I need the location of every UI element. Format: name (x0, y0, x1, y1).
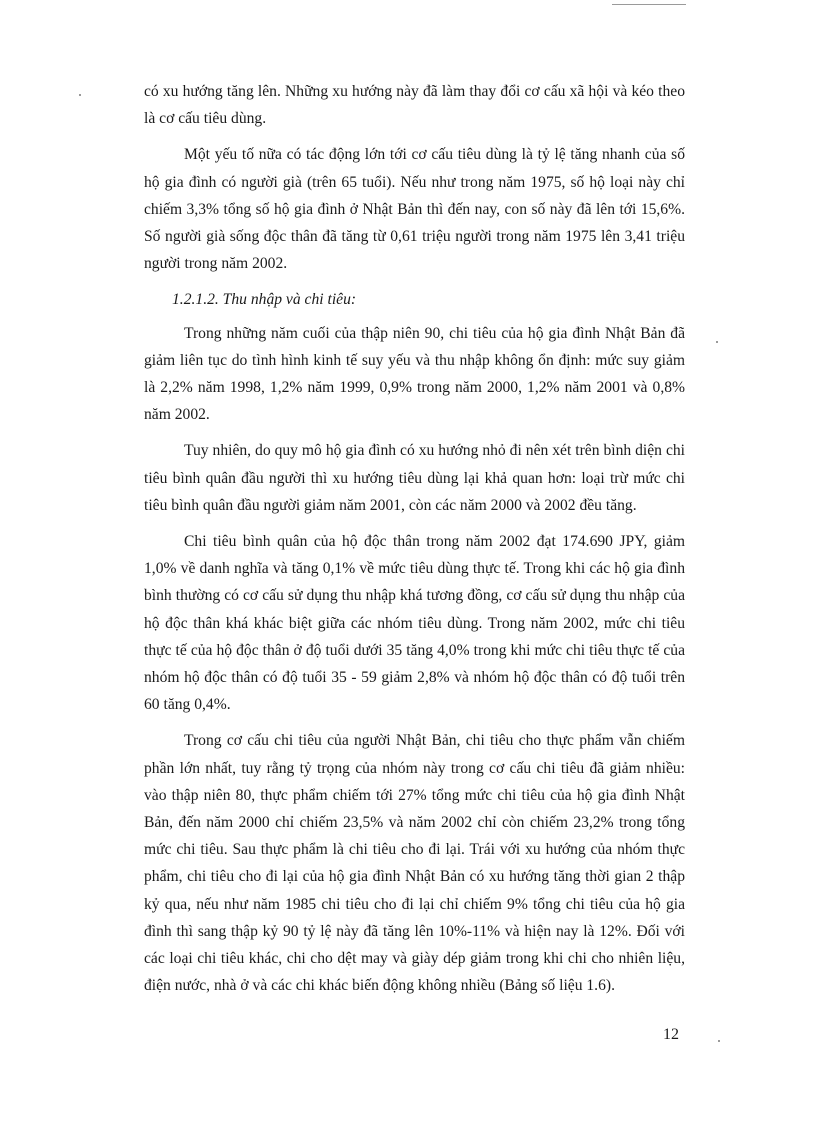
paragraph-continuation: có xu hướng tăng lên. Những xu hướng này đã làm thay đổi cơ cấu xã hội và kéo theo là cơ cấu tiêu dùng. (144, 83, 685, 128)
paragraph-per-capita-spending: Tuy nhiên, do quy mô hộ gia đình có xu hướng nhỏ đi nên xét trên bình diện chi tiêu bình quân đầu người thì xu hướng tiêu dùng lại khả quan hơn: loại trừ mức chi tiêu bình quân đầu người giảm năm 2001, còn các năm 2000 và 2002 đều tăng. (144, 442, 685, 514)
scan-mark-top (612, 4, 686, 5)
scan-mark-left (79, 94, 81, 96)
section-subheading: 1.2.1.2. Thu nhập và chi tiêu: (172, 291, 357, 309)
paragraph-single-households: Chi tiêu bình quân của hộ độc thân trong năm 2002 đạt 174.690 JPY, giảm 1,0% về danh nghĩa và tăng 0,1% về mức tiêu dùng thực tế. Trong khi các hộ gia đình bình thường có cơ cấu sử dụng thu nhập khá tương đồng, cơ cấu sử dụng thu nhập của hộ độc thân khá khác biệt giữa các nhóm tiêu dùng. Trong năm 2002, mức chi tiêu thực tế của hộ độc thân ở độ tuổi dưới 35 tăng 4,0% trong khi mức chi tiêu thực tế của nhóm hộ độc thân có độ tuổi 35 - 59 giảm 2,8% và nhóm hộ độc thân có độ tuổi trên 60 tăng 0,4%. (144, 533, 685, 714)
document-body (144, 78, 685, 1009)
paragraph-elderly-households: Một yếu tố nữa có tác động lớn tới cơ cấu tiêu dùng là tỷ lệ tăng nhanh của số hộ gia đình có người già (trên 65 tuổi). Nếu như trong năm 1975, số hộ loại này chỉ chiếm 3,3% tổng số hộ gia đình ở Nhật Bản thì đến nay, con số này đã lên tới 15,6%. Số người già sống độc thân đã tăng từ 0,61 triệu người trong năm 1975 lên 3,41 triệu người trong năm 2002. (144, 146, 685, 273)
scan-mark-right-2 (718, 1040, 720, 1042)
paragraph-household-spending: Trong những năm cuối của thập niên 90, chi tiêu của hộ gia đình Nhật Bản đã giảm liên tục do tình hình kinh tế suy yếu và thu nhập không ổn định: mức suy giảm là 2,2% năm 1998, 1,2% năm 1999, 0,9% trong năm 2000, 1,2% năm 2001 và 0,8% năm 2002. (144, 324, 685, 424)
scan-mark-right-1 (716, 341, 718, 343)
paragraph-spending-structure: Trong cơ cấu chi tiêu của người Nhật Bản, chi tiêu cho thực phẩm vẫn chiếm phần lớn nhất, tuy rằng tỷ trọng của nhóm này trong cơ cấu chi tiêu đã giảm nhiều: vào thập niên 80, thực phẩm chiếm tới 27% tổng mức chi tiêu của hộ gia đình Nhật Bản, đến năm 2000 chỉ chiếm 23,5% và năm 2002 chỉ còn chiếm 23,2% trong tổng mức chi tiêu. Sau thực phẩm là chi tiêu cho đi lại. Trái với xu hướng của nhóm thực phẩm, chi tiêu cho đi lại của hộ gia đình Nhật Bản có xu hướng tăng thời gian 2 thập kỷ qua, nếu như năm 1985 chi tiêu cho đi lại chỉ chiếm 9% tổng chi tiêu của hộ gia đình thì sang thập kỷ 90 tỷ lệ này đã tăng lên 10%-11% và hiện nay là 12%. Đối với các loại chi tiêu khác, chi cho dệt may và giày dép giảm trong khi chi cho nhiên liệu, điện nước, nhà ở và các chi khác biến động không nhiều (Bảng số liệu 1.6). (144, 732, 685, 995)
page-number: 12 (663, 1026, 679, 1043)
